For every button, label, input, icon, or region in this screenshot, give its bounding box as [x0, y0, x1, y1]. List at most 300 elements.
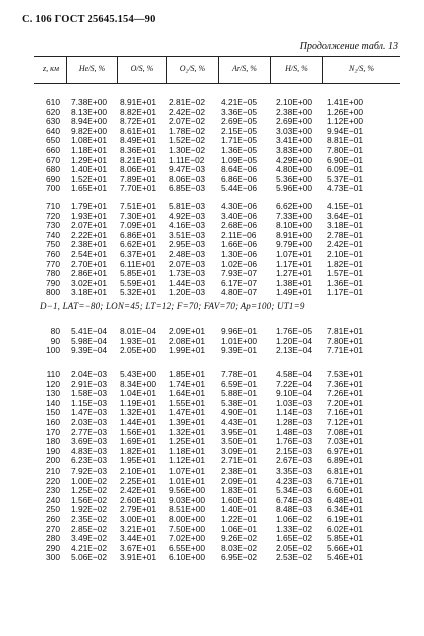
table-cell-he: 7.38E+00 — [71, 97, 108, 107]
table-cell-altitude: 720 — [46, 210, 60, 221]
table-cell-o2: 1.12E+01 — [169, 455, 206, 466]
table-cell-o2: 1.18E+01 — [169, 445, 206, 456]
table-cell-altitude: 220 — [46, 475, 60, 486]
table-cell-o2: 1.52E−02 — [169, 135, 206, 146]
table-cell-h: 9.79E+00 — [276, 239, 313, 250]
table-cell-h: 1.17E+01 — [276, 258, 313, 269]
table-cell-n2: 5.66E+01 — [327, 542, 364, 553]
table-cell-o2: 1.73E−03 — [169, 268, 206, 279]
table-cell-he: 2.54E+01 — [71, 249, 108, 259]
table-cell-o2: 1.25E+01 — [169, 436, 206, 447]
table-cell-o2: 6.10E+00 — [169, 552, 206, 563]
table-cell-he: 2.35E−02 — [71, 514, 108, 524]
table-cell-altitude: 640 — [46, 125, 60, 136]
table-cell-h: 3.03E+00 — [276, 125, 313, 136]
table-cell-o: 8.91E+01 — [120, 97, 157, 107]
table-cell-he: 9.39E−04 — [71, 345, 108, 356]
table-cell-o: 5.85E+01 — [120, 268, 157, 279]
table-cell-ar: 2.11E−06 — [221, 229, 257, 240]
table-cell-n2: 3.18E−01 — [327, 220, 364, 231]
table-cell-n2: 1.36E−01 — [327, 277, 364, 288]
table-cell-h: 1.20E−04 — [276, 335, 313, 346]
table-cell-o: 7.70E+01 — [120, 183, 157, 194]
table-cell-ar: 3.95E−01 — [221, 426, 258, 437]
table-cell-h: 9.10E−04 — [276, 388, 313, 399]
table-cell-ar: 1.60E−01 — [221, 494, 258, 505]
table-cell-o: 3.91E+01 — [120, 552, 157, 563]
table-cell-he: 2.04E−03 — [71, 369, 108, 379]
condition-line: D−1, LAT=−80; LON=45; LT=12; F=70; FAV=70; Ap=100; UT1=9 — [40, 301, 305, 311]
table-cell-he: 1.79E+01 — [71, 201, 108, 211]
table-cell-ar: 4.30E−06 — [221, 201, 258, 211]
table-cell-n2: 5.37E−01 — [327, 173, 364, 184]
column-header-h: H/S, % — [285, 64, 308, 73]
table-cell-ar: 2.68E−06 — [221, 220, 258, 231]
table-cell-o2: 9.56E+00 — [169, 485, 206, 496]
table-cell-o2: 1.39E+01 — [169, 417, 206, 427]
table-cell-o2: 1.11E−02 — [169, 154, 205, 165]
table-cell-o: 2.79E+01 — [120, 504, 157, 515]
table-cell-o: 8.21E+01 — [120, 154, 157, 165]
table-cell-o2: 7.50E+00 — [169, 523, 206, 534]
table-cell-altitude: 750 — [46, 239, 60, 250]
table-cell-ar: 6.95E−02 — [221, 552, 258, 563]
table-cell-ar: 2.69E−05 — [221, 116, 258, 127]
table-header-rule — [34, 83, 400, 84]
table-cell-he: 1.58E−03 — [71, 388, 108, 399]
table-cell-he: 1.00E−02 — [71, 475, 108, 486]
table-cell-h: 8.10E+00 — [276, 220, 313, 231]
table-cell-o: 2.60E+01 — [120, 494, 157, 505]
table-cell-altitude: 730 — [46, 220, 60, 231]
table-cell-altitude: 700 — [46, 183, 60, 194]
table-cell-ar: 1.30E−06 — [221, 249, 258, 259]
table-cell-altitude: 660 — [46, 145, 60, 155]
table-cell-he: 2.86E+01 — [71, 268, 108, 279]
table-cell-he: 2.03E−03 — [71, 417, 108, 427]
table-cell-o: 1.69E+01 — [120, 436, 157, 447]
table-cell-altitude: 790 — [46, 277, 60, 288]
table-cell-he: 5.41E−04 — [71, 326, 108, 336]
table-cell-o2: 4.92E−03 — [169, 210, 206, 221]
table-cell-n2: 1.82E−01 — [327, 258, 364, 269]
table-cell-ar: 4.43E−01 — [221, 417, 258, 427]
table-cell-h: 2.69E+00 — [276, 116, 313, 127]
table-cell-altitude: 300 — [46, 552, 60, 563]
table-cell-n2: 6.09E−01 — [327, 164, 364, 175]
table-cell-h: 3.41E+00 — [276, 135, 313, 146]
table-cell-he: 2.22E+01 — [71, 229, 108, 240]
table-cell-he: 4.83E−03 — [71, 445, 108, 456]
table-cell-o: 2.05E+00 — [120, 345, 157, 356]
table-cell-he: 1.47E−03 — [71, 407, 108, 418]
table-cell-o2: 6.55E+00 — [169, 542, 206, 553]
table-cell-altitude: 610 — [46, 97, 60, 107]
table-cell-ar: 2.09E−01 — [221, 475, 258, 486]
table-cell-h: 1.28E−03 — [276, 417, 313, 427]
table-cell-ar: 8.64E−06 — [221, 164, 258, 175]
table-cell-ar: 9.96E−01 — [221, 326, 258, 336]
table-cell-h: 3.35E−03 — [276, 466, 313, 476]
table-cell-he: 1.93E+01 — [71, 210, 108, 221]
table-cell-h: 1.03E−03 — [276, 397, 313, 408]
table-cell-altitude: 780 — [46, 268, 60, 279]
table-cell-o2: 3.51E−03 — [169, 229, 206, 240]
table-cell-he: 2.85E−02 — [71, 523, 108, 534]
table-cell-ar: 7.78E−01 — [221, 369, 258, 379]
table-cell-o: 5.32E+01 — [120, 287, 157, 298]
table-cell-ar: 2.15E−05 — [221, 125, 258, 136]
table-cell-altitude: 250 — [46, 504, 60, 515]
table-cell-n2: 6.81E+01 — [327, 466, 364, 476]
table-cell-he: 3.02E+01 — [71, 277, 108, 288]
table-cell-altitude: 280 — [46, 533, 60, 544]
table-cell-altitude: 180 — [46, 436, 60, 447]
table-cell-o2: 1.07E+01 — [169, 466, 206, 476]
table-cell-altitude: 110 — [46, 369, 60, 379]
column-header-o: O/S, % — [130, 64, 154, 73]
table-top-rule — [34, 56, 400, 57]
table-cell-he: 1.25E−02 — [71, 485, 108, 496]
table-cell-o: 1.32E+01 — [120, 407, 157, 418]
table-cell-altitude: 240 — [46, 494, 60, 505]
table-cell-o: 1.95E+01 — [120, 455, 157, 466]
table-cell-o2: 2.07E−03 — [169, 258, 206, 269]
table-cell-ar: 2.71E−01 — [221, 455, 258, 466]
table-cell-h: 4.80E+00 — [276, 164, 313, 175]
table-cell-he: 2.38E+01 — [71, 239, 108, 250]
table-cell-h: 1.14E−03 — [276, 407, 313, 418]
table-cell-o2: 1.20E−03 — [169, 287, 206, 298]
table-cell-h: 1.06E−02 — [276, 514, 313, 524]
table-cell-altitude: 740 — [46, 229, 60, 240]
table-cell-o2: 1.78E−02 — [169, 125, 206, 136]
table-cell-h: 5.96E+00 — [276, 183, 313, 194]
table-cell-n2: 8.81E−01 — [327, 135, 364, 146]
table-cell-he: 1.08E+01 — [71, 135, 108, 146]
table-cell-n2: 2.42E−01 — [327, 239, 364, 250]
table-cell-he: 2.91E−03 — [71, 378, 108, 389]
table-cell-ar: 6.59E−01 — [221, 378, 258, 389]
table-cell-altitude: 230 — [46, 485, 60, 496]
table-cell-altitude: 170 — [46, 426, 60, 437]
table-cell-o: 3.44E+01 — [120, 533, 157, 544]
table-cell-h: 1.65E−02 — [276, 533, 313, 544]
table-cell-h: 5.34E−03 — [276, 485, 313, 496]
table-cell-altitude: 680 — [46, 164, 60, 175]
table-cell-altitude: 160 — [46, 417, 60, 427]
table-cell-ar: 3.09E−01 — [221, 445, 258, 456]
table-cell-h: 4.29E+00 — [276, 154, 313, 165]
table-cell-o: 2.10E+01 — [120, 466, 157, 476]
table-cell-ar: 8.03E−02 — [221, 542, 258, 553]
table-cell-n2: 3.64E−01 — [327, 210, 364, 221]
table-cell-ar: 1.09E−05 — [221, 154, 258, 165]
table-cell-altitude: 190 — [46, 445, 60, 456]
table-cell-he: 1.29E+01 — [71, 154, 108, 165]
table-cell-n2: 7.53E+01 — [327, 369, 364, 379]
table-cell-o: 1.82E+01 — [120, 445, 157, 456]
table-cell-o2: 2.48E−03 — [169, 249, 206, 259]
table-cell-he: 2.07E+01 — [71, 220, 108, 231]
table-cell-n2: 7.80E−01 — [327, 145, 364, 155]
table-cell-altitude: 210 — [46, 466, 60, 476]
table-cell-h: 1.49E+01 — [276, 287, 313, 298]
table-cell-o: 3.67E+01 — [120, 542, 157, 553]
table-cell-he: 4.21E−02 — [71, 542, 108, 553]
table-cell-n2: 1.12E+00 — [327, 116, 364, 127]
table-cell-altitude: 290 — [46, 542, 60, 553]
table-cell-ar: 9.39E−01 — [221, 345, 258, 356]
table-cell-h: 2.38E+00 — [276, 106, 313, 117]
table-cell-altitude: 270 — [46, 523, 60, 534]
table-cell-altitude: 100 — [46, 345, 60, 356]
table-cell-ar: 4.90E−01 — [221, 407, 258, 418]
page-header: С. 106 ГОСТ 25645.154—90 — [22, 14, 156, 25]
table-cell-o: 1.44E+01 — [120, 417, 157, 427]
table-cell-o2: 9.03E+00 — [169, 494, 206, 505]
table-cell-n2: 1.57E−01 — [327, 268, 364, 279]
table-cell-o: 8.34E+00 — [120, 378, 157, 389]
table-cell-o: 7.51E+01 — [120, 201, 157, 211]
table-cell-ar: 6.17E−07 — [221, 277, 258, 288]
table-cell-ar: 1.40E−01 — [221, 504, 258, 515]
table-cell-o: 3.21E+01 — [120, 523, 157, 534]
table-cell-altitude: 260 — [46, 514, 60, 524]
table-cell-n2: 6.60E+01 — [327, 485, 364, 496]
table-cell-o2: 4.16E−03 — [169, 220, 206, 231]
column-header-he: He/S, % — [78, 64, 106, 73]
table-cell-n2: 6.34E+01 — [327, 504, 364, 515]
table-cell-n2: 1.41E+00 — [327, 97, 364, 107]
table-cell-n2: 7.12E+01 — [327, 417, 364, 427]
table-cell-n2: 7.80E+01 — [327, 335, 364, 346]
table-cell-o2: 7.02E+00 — [169, 533, 206, 544]
table-cell-altitude: 90 — [50, 335, 60, 346]
table-cell-n2: 7.81E+01 — [327, 326, 364, 336]
table-cell-o: 8.36E+01 — [120, 145, 157, 155]
table-cell-o2: 1.64E+01 — [169, 388, 206, 399]
table-cell-n2: 7.16E+01 — [327, 407, 364, 418]
table-cell-o: 8.82E+01 — [120, 106, 157, 117]
table-cell-he: 2.77E−03 — [71, 426, 108, 437]
table-cell-h: 4.58E−04 — [276, 369, 313, 379]
table-cell-he: 6.23E−03 — [71, 455, 108, 466]
table-cell-ar: 3.40E−06 — [221, 210, 258, 221]
table-cell-o: 8.01E−04 — [120, 326, 157, 336]
table-cell-he: 8.94E+00 — [71, 116, 108, 127]
table-cell-o2: 1.74E+01 — [169, 378, 206, 389]
table-cell-altitude: 630 — [46, 116, 60, 127]
table-cell-o2: 2.42E−02 — [169, 106, 206, 117]
table-continuation-caption: Продолжение табл. 13 — [299, 41, 398, 52]
column-header-n2: N₂/S, % — [348, 64, 374, 73]
table-cell-n2: 5.85E+01 — [327, 533, 364, 544]
table-cell-o2: 1.99E+01 — [169, 345, 206, 356]
table-cell-h: 4.23E−03 — [276, 475, 313, 486]
table-cell-o: 8.06E+01 — [120, 164, 157, 175]
table-cell-altitude: 710 — [46, 201, 60, 211]
table-cell-he: 1.65E+01 — [71, 183, 108, 194]
table-cell-h: 1.27E+01 — [276, 268, 313, 279]
table-cell-h: 6.62E+00 — [276, 201, 313, 211]
table-cell-he: 9.82E+00 — [71, 125, 108, 136]
table-cell-altitude: 620 — [46, 106, 60, 117]
table-cell-altitude: 150 — [46, 407, 60, 418]
table-cell-n2: 7.71E+01 — [327, 345, 364, 356]
table-cell-ar: 3.36E−05 — [221, 106, 258, 117]
table-cell-n2: 5.46E+01 — [327, 552, 364, 563]
column-header-altitude: z, км — [43, 64, 59, 73]
table-cell-ar: 1.66E−06 — [221, 239, 258, 250]
column-header-ar: Ar/S, % — [232, 64, 257, 73]
table-cell-o: 6.86E+01 — [120, 229, 157, 240]
table-cell-he: 2.70E+01 — [71, 258, 108, 269]
table-cell-h: 1.76E−03 — [276, 436, 313, 447]
table-cell-o2: 8.51E+00 — [169, 504, 206, 515]
table-cell-o: 6.11E+01 — [120, 258, 156, 269]
table-cell-h: 2.05E−02 — [276, 542, 313, 553]
column-header-o2: O₂/S, % — [179, 64, 206, 73]
table-cell-he: 5.06E−02 — [71, 552, 108, 563]
table-cell-ar: 5.88E−01 — [221, 388, 258, 399]
table-cell-n2: 2.78E−01 — [327, 229, 364, 240]
table-cell-he: 5.98E−04 — [71, 335, 108, 346]
table-cell-o: 2.25E+01 — [120, 475, 157, 486]
table-cell-o: 6.62E+01 — [120, 239, 157, 250]
table-cell-h: 2.10E+00 — [276, 97, 313, 107]
table-cell-ar: 1.02E−06 — [221, 258, 258, 269]
table-cell-o: 1.19E+01 — [120, 397, 157, 408]
table-cell-o: 5.43E+00 — [120, 369, 157, 379]
table-cell-o: 8.49E+01 — [120, 135, 157, 146]
table-cell-o: 2.42E+01 — [120, 485, 157, 496]
table-cell-altitude: 80 — [50, 326, 60, 336]
table-cell-h: 1.07E+01 — [276, 249, 313, 259]
table-cell-o: 5.59E+01 — [120, 277, 157, 288]
table-cell-n2: 7.20E+01 — [327, 397, 364, 408]
table-cell-he: 7.92E−03 — [71, 466, 108, 476]
table-cell-he: 1.18E+01 — [71, 145, 108, 155]
table-cell-h: 1.76E−05 — [276, 326, 313, 336]
table-cell-he: 1.52E+01 — [71, 173, 108, 184]
table-cell-n2: 7.08E+01 — [327, 426, 364, 437]
table-cell-o2: 1.01E+01 — [169, 475, 206, 486]
table-cell-he: 1.15E−03 — [71, 397, 108, 408]
table-cell-ar: 7.93E−07 — [221, 268, 258, 279]
table-cell-he: 8.13E+00 — [71, 106, 108, 117]
table-cell-he: 3.69E−03 — [71, 436, 108, 447]
table-cell-altitude: 670 — [46, 154, 60, 165]
table-cell-ar: 9.26E−02 — [221, 533, 258, 544]
table-cell-o: 8.72E+01 — [120, 116, 157, 127]
table-cell-he: 1.92E−02 — [71, 504, 108, 515]
table-cell-ar: 3.50E−01 — [221, 436, 258, 447]
table-cell-h: 1.38E+01 — [276, 277, 313, 288]
table-cell-o: 7.30E+01 — [120, 210, 157, 221]
table-cell-altitude: 760 — [46, 249, 60, 259]
table-cell-o: 7.89E+01 — [120, 173, 157, 184]
table-cell-h: 1.48E−03 — [276, 426, 313, 437]
table-cell-o2: 2.09E+01 — [169, 326, 206, 336]
table-cell-n2: 1.26E+00 — [327, 106, 364, 117]
table-cell-altitude: 800 — [46, 287, 60, 298]
table-cell-h: 2.67E−03 — [276, 455, 313, 466]
table-cell-h: 2.53E−02 — [276, 552, 313, 563]
table-cell-ar: 4.80E−07 — [221, 287, 258, 298]
table-cell-h: 8.48E−03 — [276, 504, 313, 515]
table-cell-he: 1.40E+01 — [71, 164, 108, 175]
table-cell-ar: 2.38E−01 — [221, 466, 258, 476]
table-cell-ar: 6.86E−06 — [221, 173, 258, 184]
table-cell-o2: 2.07E−02 — [169, 116, 206, 127]
table-cell-o: 1.04E+01 — [120, 388, 157, 399]
table-cell-o2: 1.30E−02 — [169, 145, 206, 155]
table-cell-o2: 9.47E−03 — [169, 164, 206, 175]
table-cell-o2: 8.00E+00 — [169, 514, 206, 524]
table-cell-n2: 7.26E+01 — [327, 388, 364, 399]
table-cell-n2: 9.94E−01 — [327, 125, 364, 136]
table-cell-o2: 1.32E+01 — [169, 426, 206, 437]
table-cell-o2: 2.95E−03 — [169, 239, 206, 250]
table-cell-h: 6.74E−03 — [276, 494, 313, 505]
table-cell-o2: 1.55E+01 — [169, 397, 206, 408]
table-cell-ar: 5.44E−06 — [221, 183, 258, 194]
table-cell-altitude: 690 — [46, 173, 60, 184]
table-cell-altitude: 650 — [46, 135, 60, 146]
table-cell-he: 3.49E−02 — [71, 533, 108, 544]
table-cell-altitude: 140 — [46, 397, 60, 408]
table-cell-h: 7.22E−04 — [276, 378, 313, 389]
table-cell-o: 7.09E+01 — [120, 220, 157, 231]
table-cell-h: 1.33E−02 — [276, 523, 313, 534]
table-cell-he: 1.56E−02 — [71, 494, 108, 505]
table-cell-n2: 7.03E+01 — [327, 436, 364, 447]
table-cell-n2: 6.89E+01 — [327, 455, 364, 466]
table-cell-o2: 5.81E−03 — [169, 201, 206, 211]
table-cell-n2: 6.90E−01 — [327, 154, 364, 165]
table-cell-altitude: 120 — [46, 378, 60, 389]
table-cell-ar: 1.22E−01 — [221, 514, 258, 524]
table-cell-h: 5.36E+00 — [276, 173, 313, 184]
table-cell-ar: 1.83E−01 — [221, 485, 258, 496]
table-cell-o2: 2.08E+01 — [169, 335, 206, 346]
table-cell-ar: 1.36E−05 — [221, 145, 258, 155]
table-cell-ar: 4.21E−05 — [221, 97, 258, 107]
table-cell-n2: 6.02E+01 — [327, 523, 364, 534]
table-cell-h: 8.91E+00 — [276, 229, 313, 240]
table-cell-n2: 4.73E−01 — [327, 183, 364, 194]
table-cell-h: 3.83E+00 — [276, 145, 313, 155]
table-cell-altitude: 130 — [46, 388, 60, 399]
table-cell-o: 1.93E−01 — [120, 335, 157, 346]
table-cell-ar: 1.71E−05 — [221, 135, 258, 146]
table-cell-n2: 1.17E−01 — [327, 287, 364, 298]
table-cell-ar: 1.06E−01 — [221, 523, 258, 534]
table-cell-h: 2.13E−04 — [276, 345, 313, 356]
table-cell-o2: 2.81E−02 — [169, 97, 206, 107]
table-cell-n2: 2.10E−01 — [327, 249, 364, 259]
table-cell-ar: 5.38E−01 — [221, 397, 258, 408]
table-cell-o: 8.61E+01 — [120, 125, 157, 136]
table-cell-n2: 6.19E+01 — [327, 514, 364, 524]
table-cell-n2: 4.15E−01 — [327, 201, 364, 211]
table-cell-o2: 8.06E−03 — [169, 173, 206, 184]
table-cell-altitude: 200 — [46, 455, 60, 466]
table-cell-h: 2.15E−03 — [276, 445, 313, 456]
table-cell-o: 6.37E+01 — [120, 249, 157, 259]
table-cell-o: 1.56E+01 — [120, 426, 157, 437]
